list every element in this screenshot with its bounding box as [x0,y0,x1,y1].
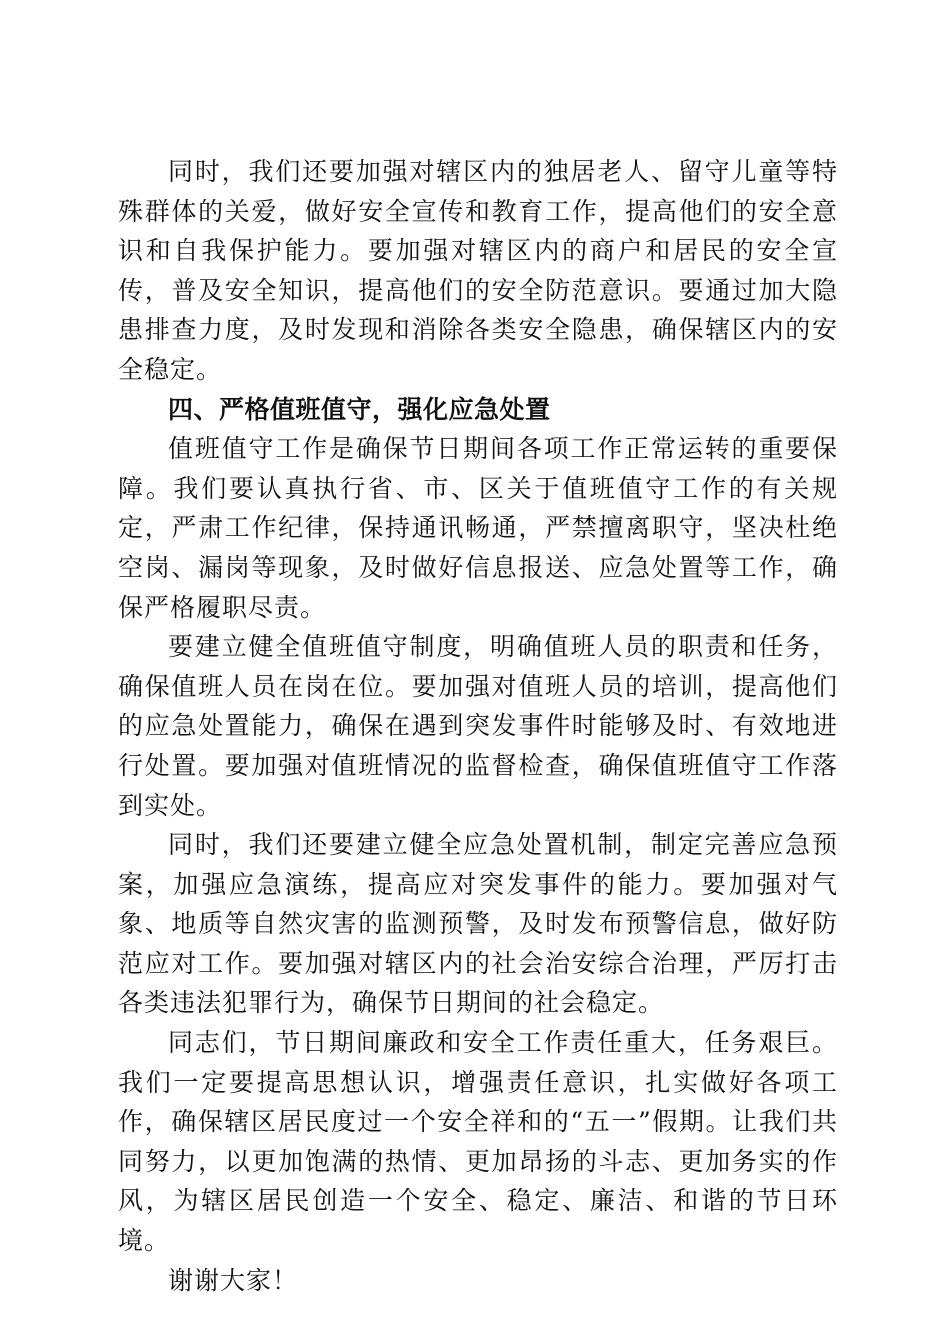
document-body [118,152,838,1300]
paragraph-thanks: 谢谢大家！ [168,1265,299,1295]
paragraph-emergency-mechanism: 同时，我们还要建立健全应急处置机制，制定完善应急预案，加强应急演练，提高应对突发事件的能力。要加强对气象、地质等自然灾害的监测预警，及时发布预警信息，做好防范应对工作。要加强对辖区内的社会治安综合治理，严厉打击各类违法犯罪行为，确保节日期间的社会稳定。 [118,830,838,1018]
paragraph-duty-importance: 值班值守工作是确保节日期间各项工作正常运转的重要保障。我们要认真执行省、市、区关于值班值守工作的有关规定，严肃工作纪律，保持通讯畅通，严禁擅离职守，坚决杜绝空岗、漏岗等现象，及时做好信息报送、应急处置等工作，确保严格履职尽责。 [118,434,838,622]
paragraph-closing-remarks: 同志们，节日期间廉政和安全工作责任重大，任务艰巨。我们一定要提高思想认识，增强责任意识，扎实做好各项工作，确保辖区居民度过一个安全祥和的“五一”假期。让我们共同努力，以更加饱满的热情、更加昂扬的斗志、更加务实的作风，为辖区居民创造一个安全、稳定、廉洁、和谐的节日环境。 [118,1028,838,1256]
paragraph-special-groups-care: 同时，我们还要加强对辖区内的独居老人、留守儿童等特殊群体的关爱，做好安全宣传和教育工作，提高他们的安全意识和自我保护能力。要加强对辖区内的商户和居民的安全宣传，普及安全知识，提高他们的安全防范意识。要通过加大隐患排查力度，及时发现和消除各类安全隐患，确保辖区内的安全稳定。 [118,157,838,384]
section-heading-duty-emergency: 四、严格值班值守，强化应急处置 [168,394,551,424]
paragraph-duty-system: 要建立健全值班值守制度，明确值班人员的职责和任务，确保值班人员在岗在位。要加强对值班人员的培训，提高他们的应急处置能力，确保在遇到突发事件时能够及时、有效地进行处置。要加强对值班情况的监督检查，确保值班值守工作落到实处。 [118,632,838,820]
